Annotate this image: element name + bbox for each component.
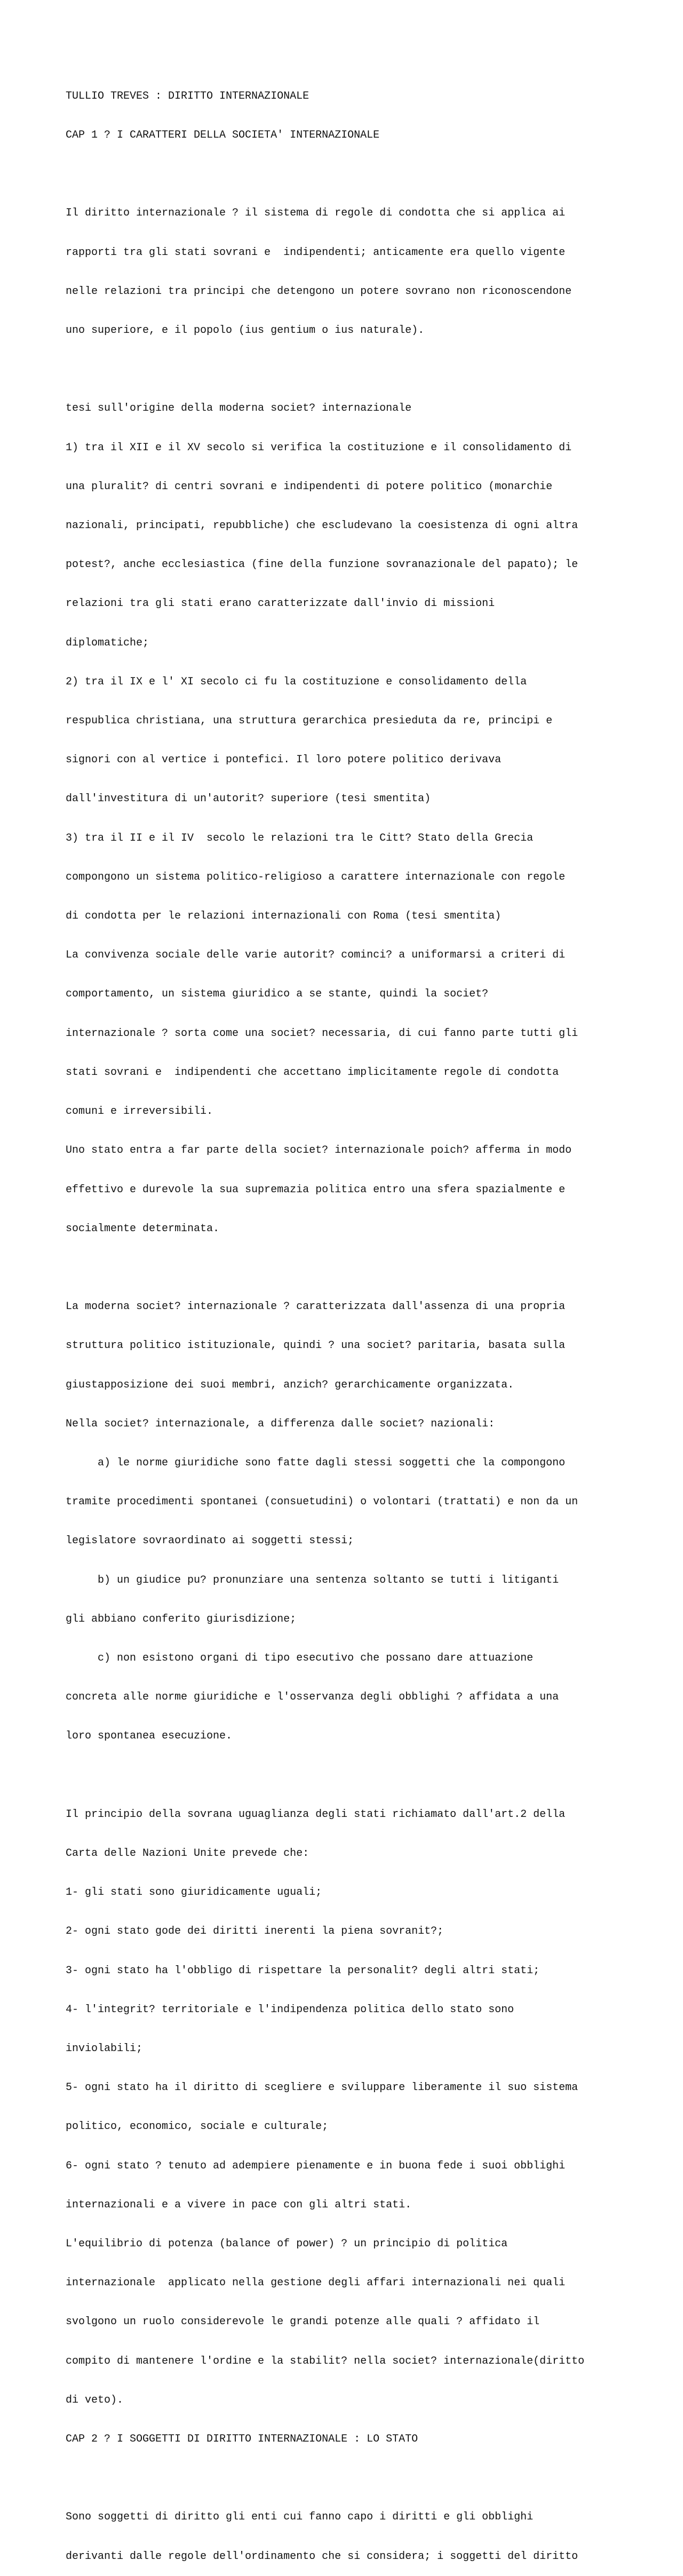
list-item-line: b) un giudice pu? pronunziare una sentenza soltanto se tutti i litiganti [66, 1574, 559, 1586]
text-line: nazionali, principati, repubbliche) che escludevano la coesistenza di ogni altra [66, 520, 578, 532]
list-item-line: 4- l'integrit? territoriale e l'indipendenza politica dello stato sono [66, 2003, 514, 2016]
text-line: Nella societ? internazionale, a differenza dalle societ? nazionali: [66, 1417, 495, 1430]
list-item-line: a) le norme giuridiche sono fatte dagli stessi soggetti che la compongono [66, 1456, 566, 1469]
text-line: stati sovrani e indipendenti che accettano implicitamente regole di condotta [66, 1066, 559, 1079]
text-line: 1) tra il XII e il XV secolo si verifica la costituzione e il consolidamento di [66, 441, 572, 454]
blank-line [66, 2472, 663, 2485]
text-line: Carta delle Nazioni Unite prevede che: [66, 1847, 309, 1860]
text-line: internazionale applicato nella gestione degli affari internazionali nei quali [66, 2277, 566, 2290]
text-line: di veto). [66, 2394, 124, 2406]
text-line: La convivenza sociale delle varie autorit? cominci? a uniformarsi a criteri di [66, 949, 566, 962]
blank-line [66, 1262, 663, 1274]
text-line: La moderna societ? internazionale ? caratterizzata dall'assenza di una propria [66, 1301, 566, 1313]
text-line: uno superiore, e il popolo (ius gentium o ius naturale). [66, 324, 425, 337]
text-line: rapporti tra gli stati sovrani e indipendenti; anticamente era quello vigente [66, 246, 566, 259]
text-line: inviolabili; [66, 2042, 143, 2055]
text-line: politico, economico, sociale e culturale; [66, 2120, 329, 2133]
blank-line [66, 363, 663, 376]
text-line: signori con al vertice i pontefici. Il loro potere politico derivava [66, 754, 502, 767]
text-line: Sono soggetti di diritto gli enti cui fanno capo i diritti e gli obblighi [66, 2511, 534, 2524]
list-item-line: c) non esistono organi di tipo esecutivo che possano dare attuazione [66, 1652, 534, 1664]
text-line: legislatore sovraordinato ai soggetti stessi; [66, 1535, 354, 1548]
text-line: di condotta per le relazioni internazionali con Roma (tesi smentita) [66, 910, 502, 923]
list-item-line: 6- ogni stato ? tenuto ad adempiere pienamente e in buona fede i suoi obblighi [66, 2159, 566, 2172]
text-line: derivanti dalle regole dell'ordinamento che si considera; i soggetti del diritto [66, 2550, 578, 2563]
text-line: struttura politico istituzionale, quindi ? una societ? paritaria, basata sulla [66, 1339, 566, 1352]
text-line: 3) tra il II e il IV secolo le relazioni tra le Citt? Stato della Grecia [66, 832, 534, 844]
text-line: tesi sull'origine della moderna societ? internazionale [66, 402, 412, 415]
text-line: compongono un sistema politico-religioso a carattere internazionale con regole [66, 871, 566, 883]
chapter-heading: CAP 1 ? I CARATTERI DELLA SOCIETA' INTERNAZIONALE [66, 129, 380, 142]
text-line: compito di mantenere l'ordine e la stabilit? nella societ? internazionale(diritto [66, 2355, 585, 2367]
list-item-line: 2- ogni stato gode dei diritti inerenti la piena sovranit?; [66, 1925, 444, 1938]
text-line: diplomatiche; [66, 636, 149, 649]
blank-line [66, 1769, 663, 1782]
text-line: svolgono un ruolo considerevole le grandi potenze alle quali ? affidato il [66, 2316, 540, 2328]
text-line: giustapposizione dei suoi membri, anzich? gerarchicamente organizzata. [66, 1378, 514, 1391]
text-line: una pluralit? di centri sovrani e indipendenti di potere politico (monarchie [66, 480, 553, 493]
text-line: loro spontanea esecuzione. [66, 1730, 233, 1743]
document-page [66, 64, 663, 2576]
text-line: comuni e irreversibili. [66, 1105, 213, 1118]
text-line: internazionali e a vivere in pace con gli altri stati. [66, 2198, 412, 2211]
text-line: tramite procedimenti spontanei (consuetudini) o volontari (trattati) e non da un [66, 1496, 578, 1509]
text-line: relazioni tra gli stati erano caratterizzate dall'invio di missioni [66, 597, 495, 610]
text-line: nelle relazioni tra principi che detengono un potere sovrano non riconoscendone [66, 285, 572, 298]
blank-line [66, 168, 663, 181]
list-item-line: 1- gli stati sono giuridicamente uguali; [66, 1886, 322, 1899]
text-line: Il diritto internazionale ? il sistema di regole di condotta che si applica ai [66, 207, 566, 220]
document-title: TULLIO TREVES : DIRITTO INTERNAZIONALE [66, 90, 309, 102]
list-item-line: 5- ogni stato ha il diritto di scegliere e sviluppare liberamente il suo sistema [66, 2081, 578, 2094]
chapter-heading: CAP 2 ? I SOGGETTI DI DIRITTO INTERNAZIONALE : LO STATO [66, 2433, 418, 2445]
text-line: respublica christiana, una struttura gerarchica presieduta da re, principi e [66, 715, 553, 728]
text-line: socialmente determinata. [66, 1222, 220, 1235]
text-line: potest?, anche ecclesiastica (fine della funzione sovranazionale del papato); le [66, 559, 578, 571]
text-line: L'equilibrio di potenza (balance of power) ? un principio di politica [66, 2237, 508, 2250]
text-line: Uno stato entra a far parte della societ? internazionale poich? afferma in modo [66, 1144, 572, 1157]
text-line: internazionale ? sorta come una societ? necessaria, di cui fanno parte tutti gli [66, 1027, 578, 1040]
text-line: Il principio della sovrana uguaglianza degli stati richiamato dall'art.2 della [66, 1808, 566, 1821]
text-line: gli abbiano conferito giurisdizione; [66, 1613, 297, 1625]
text-line: 2) tra il IX e l' XI secolo ci fu la costituzione e consolidamento della [66, 675, 527, 688]
text-line: effettivo e durevole la sua supremazia politica entro una sfera spazialmente e [66, 1183, 566, 1196]
list-item-line: 3- ogni stato ha l'obbligo di rispettare la personalit? degli altri stati; [66, 1964, 540, 1977]
text-line: comportamento, un sistema giuridico a se stante, quindi la societ? [66, 988, 489, 1001]
text-line: dall'investitura di un'autorit? superiore (tesi smentita) [66, 793, 431, 806]
text-line: concreta alle norme giuridiche e l'osservanza degli obblighi ? affidata a una [66, 1691, 559, 1704]
